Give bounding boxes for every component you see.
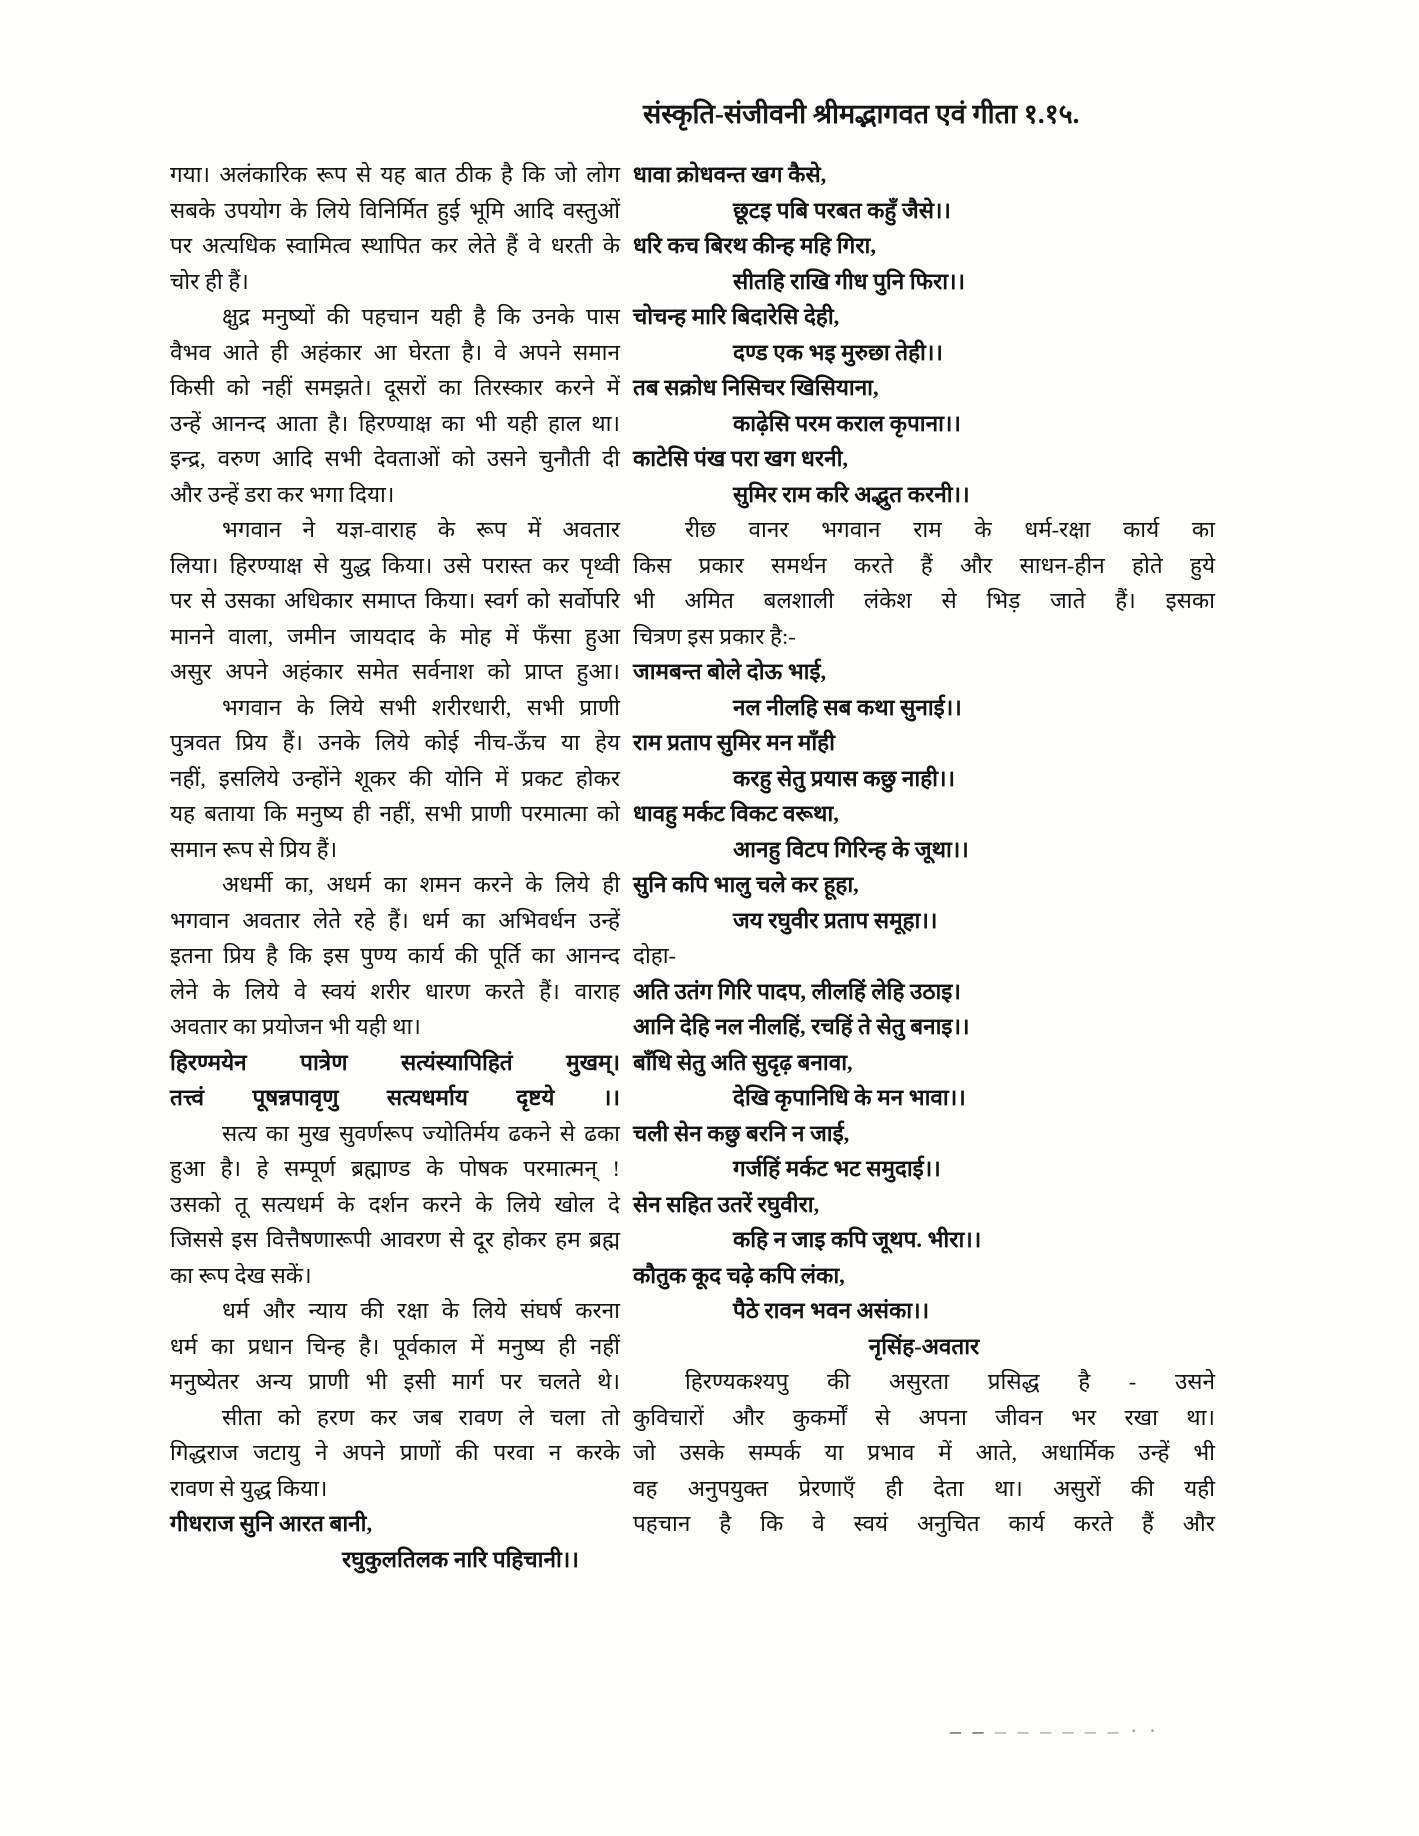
text-line: तत्त्वं पूषन्नपावृणु सत्यधर्माय दृष्टये ।। [170, 1085, 620, 1110]
text-line: मनुष्येतर अन्य प्राणी भी इसी मार्ग पर चलते थे। [170, 1369, 620, 1394]
text-line: जिससे इस वित्तैषणारूपी आवरण से दूर होकर हम ब्रह्म [170, 1227, 620, 1252]
text-line: इतना प्रिय है कि इस पुण्य कार्य की पूर्ति का आनन्द [170, 943, 620, 968]
text-line: और उन्हें डरा कर भगा दिया। [170, 481, 395, 507]
text-line: पहचान है कि वे स्वयं अनुचित कार्य करते हैं और [633, 1511, 1215, 1536]
text-line: भगवान के लिये सभी शरीरधारी, सभी प्राणी [222, 694, 620, 720]
text-line: कौतुक कूद चढ़े कपि लंका, [633, 1262, 845, 1288]
text-line: धरि कच बिरथ कीन्ह महि गिरा, [633, 233, 876, 258]
text-line: काटेसि पंख परा खग धरनी, [633, 446, 849, 471]
dashes-faded: – – – – – – · · [986, 1718, 1160, 1743]
text-line: तब सक्रोध निसिचर खिसियाना, [633, 375, 879, 400]
text-line: चोर ही हैं। [170, 268, 249, 294]
text-line: अधर्मी का, अधर्म का शमन करने के लिये ही [222, 872, 620, 897]
text-line: रीछ वानर भगवान राम के धर्म-रक्षा कार्य का [685, 517, 1215, 542]
text-line: गीधराज सुनि आरत बानी, [170, 1511, 373, 1536]
text-line: जामबन्त बोले दोऊ भाई, [633, 659, 827, 684]
text-line: सुमिर राम करि अद्भुत करनी।। [733, 481, 970, 507]
text-line: मानने वाला, जमीन जायदाद के मोह में फँसा हुआ [170, 623, 620, 649]
text-line: यह बताया कि मनुष्य ही नहीं, सभी प्राणी परमात्मा को [170, 801, 620, 826]
text-line: आनि देहि नल नीलहिं, रचहिं ते सेतु बनाइ।। [633, 1014, 970, 1039]
page-header-title: संस्कृति-संजीवनी श्रीमद्भागवत एवं गीता १.१५. [643, 99, 1080, 129]
text-line: राम प्रताप सुमिर मन माँही [633, 730, 835, 755]
text-line: हिरण्मयेन पात्रेण सत्यंस्यापिहितं मुखम्। [170, 1049, 620, 1075]
text-line: सीतहि राखि गीध पुनि फिरा।। [733, 268, 966, 294]
text-line: देखि कृपानिधि के मन भावा।। [733, 1085, 966, 1110]
text-line: नृसिंह-अवतार [868, 1333, 980, 1359]
text-line: कहि न जाइ कपि जूथप. भीरा।। [733, 1227, 982, 1252]
text-line: उन्हें आनन्द आता है। हिरण्याक्ष का भी यही हाल था। [170, 410, 620, 436]
text-line: नहीं, इसलिये उन्होंने शूकर की योनि में प्रकट होकर [170, 765, 620, 791]
text-line: गिद्धराज जटायु ने अपने प्राणों की परवा न करके [170, 1440, 620, 1465]
text-line: का रूप देख सकें। [170, 1262, 312, 1288]
text-line: जय रघुवीर प्रताप समूहा।। [733, 907, 938, 933]
text-line: सुनि कपि भालु चले कर हूहा, [633, 872, 859, 897]
text-line: रावण से युद्ध किया। [170, 1475, 328, 1501]
text-line: लेने के लिये वे स्वयं शरीर धारण करते हैं। वाराह [170, 978, 620, 1004]
text-line: धर्म का प्रधान चिन्ह है। पूर्वकाल में मनुष्य ही नहीं [170, 1333, 620, 1359]
text-line: धर्म और न्याय की रक्षा के लिये संघर्ष करना [222, 1298, 620, 1323]
text-line: छूटइ पबि परबत कहुँ जैसे।। [733, 197, 951, 223]
text-line: भी अमित बलशाली लंकेश से भिड़ जाते हैं। इसका [633, 588, 1215, 613]
text-line: असुर अपने अहंकार समेत सर्वनाश को प्राप्त हुआ। [170, 659, 620, 684]
text-line: सीता को हरण कर जब रावण ले चला तो [222, 1404, 620, 1430]
text-line: पुत्रवत प्रिय हैं। उनके लिये कोई नीच-ऊँच या हेय [170, 730, 620, 755]
text-line: बाँधि सेतु अति सुदृढ़ बनावा, [633, 1049, 853, 1075]
text-line: चली सेन कछु बरनि न जाई, [633, 1120, 850, 1146]
text-line: काढ़ेसि परम कराल कृपाना।। [733, 410, 961, 436]
dashed-line-artifact [950, 1718, 1159, 1744]
text-line: हिरण्यकश्यपु की असुरता प्रसिद्ध है - उसने [685, 1369, 1215, 1394]
text-line: धावहु मर्कट विकट वरूथा, [633, 801, 839, 826]
text-line: गया। अलंकारिक रूप से यह बात ठीक है कि जो लोग [170, 162, 620, 187]
text-line: कुविचारों और कुकर्मों से अपना जीवन भर रखा था। [633, 1404, 1215, 1430]
text-line: चोचन्ह मारि बिदारेसि देही, [633, 304, 840, 329]
text-line: अवतार का प्रयोजन भी यही था। [170, 1014, 421, 1039]
text-line: धावा क्रोधवन्त खग कैसे, [633, 162, 827, 187]
text-line: अति उतंग गिरि पादप, लीलहिं लेहि उठाइ। [633, 978, 961, 1004]
text-line: दण्ड एक भइ मुरुछा तेही।। [733, 339, 943, 365]
text-line: उसको तू सत्यधर्म के दर्शन करने के लिये खोल दे [170, 1191, 620, 1217]
text-line: पर अत्यधिक स्वामित्व स्थापित कर लेते हैं वे धरती के [170, 233, 620, 258]
text-line: किस प्रकार समर्थन करते हैं और साधन-हीन होते हुये [633, 552, 1215, 578]
text-line: भगवान ने यज्ञ-वाराह के रूप में अवतार [222, 517, 620, 542]
text-line: सत्य का मुख सुवर्णरूप ज्योतिर्मय ढकने से ढका [222, 1120, 620, 1146]
text-line: जो उसके सम्पर्क या प्रभाव में आते, अधार्मिक उन्हें भी [633, 1440, 1215, 1465]
text-line: क्षुद्र मनुष्यों की पहचान यही है कि उनके पास [222, 304, 620, 329]
text-line: गर्जहिं मर्कट भट समुदाई।। [733, 1156, 941, 1181]
text-line: चित्रण इस प्रकार है:- [633, 623, 796, 649]
text-line: वह अनुपयुक्त प्रेरणाएँ ही देता था। असुरों की यही [633, 1475, 1215, 1501]
text-line: सबके उपयोग के लिये विनिर्मित हुई भूमि आदि वस्तुओं [170, 197, 620, 223]
text-line: आनहु विटप गिरिन्ह के जूथा।। [733, 836, 969, 862]
text-line: समान रूप से प्रिय हैं। [170, 836, 338, 862]
text-line: वैभव आते ही अहंकार आ घेरता है। वे अपने समान [170, 339, 620, 365]
left-column [170, 157, 620, 1577]
text-line: रघुकुलतिलक नारि पहिचानी।। [342, 1546, 579, 1572]
text-line: भगवान अवतार लेते रहे हैं। धर्म का अभिवर्धन उन्हें [170, 907, 620, 933]
text-line: पर से उसका अधिकार समाप्त किया। स्वर्ग को सर्वोपरि [170, 588, 620, 613]
right-column [633, 157, 1215, 1542]
dashes-dark: – – [950, 1718, 987, 1743]
text-line: पैठे रावन भवन असंका।। [733, 1298, 930, 1323]
text-line: लिया। हिरण्याक्ष से युद्ध किया। उसे परास्त कर पृथ्वी [170, 552, 620, 578]
text-line: सेन सहित उतरें रघुवीरा, [633, 1191, 820, 1217]
text-line: करहु सेतु प्रयास कछु नाही।। [733, 765, 956, 791]
text-line: हुआ है। हे सम्पूर्ण ब्रह्माण्ड के पोषक परमात्मन् ! [170, 1156, 620, 1181]
text-line: इन्द्र, वरुण आदि सभी देवताओं को उसने चुनौती दी [170, 446, 620, 471]
text-line: किसी को नहीं समझते। दूसरों का तिरस्कार करने में [170, 375, 620, 400]
text-line: दोहा- [633, 943, 677, 968]
text-line: नल नीलहि सब कथा सुनाई।। [733, 694, 962, 720]
